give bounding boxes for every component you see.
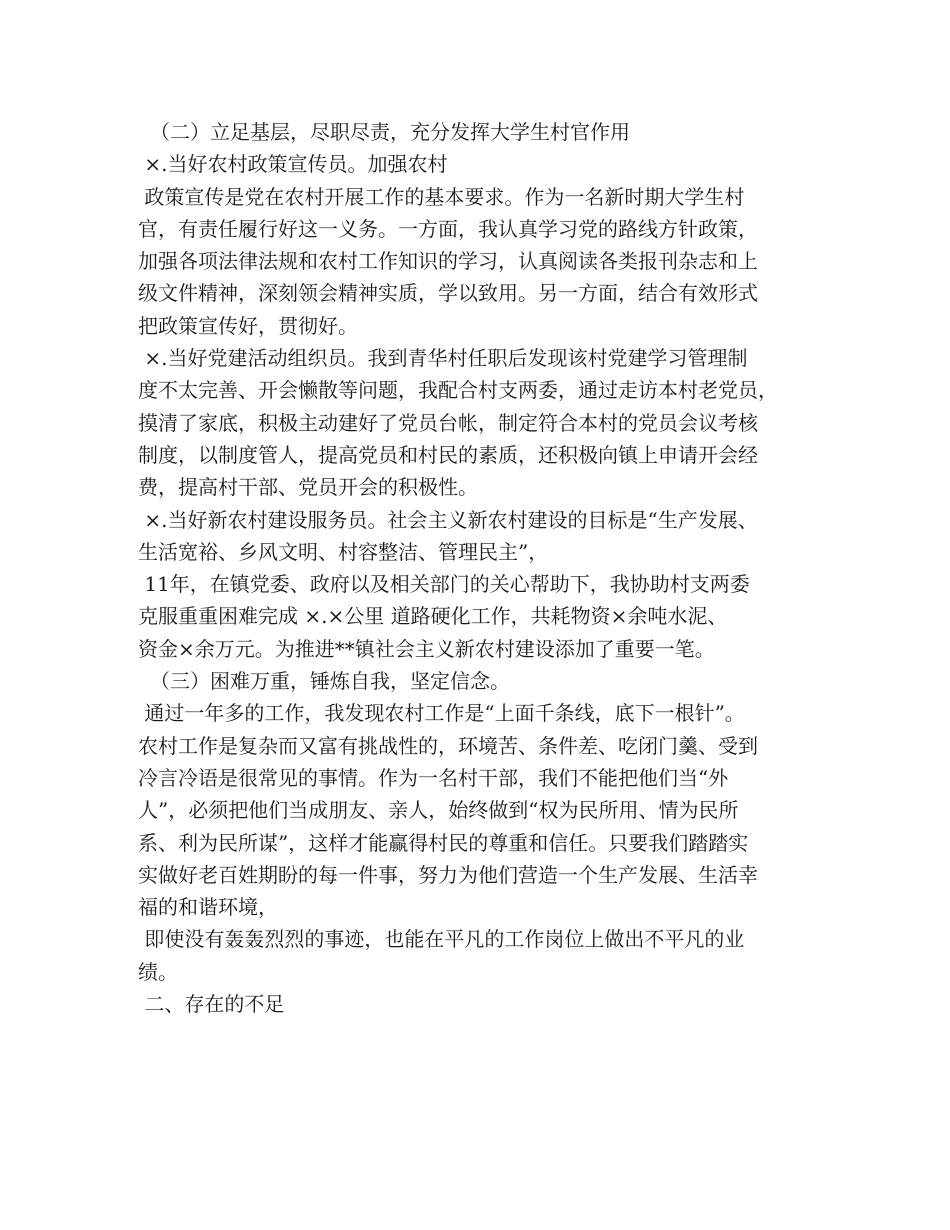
- text-line: 绩。: [138, 959, 178, 984]
- text-line: ×.当好新农村建设服务员。社会主义新农村建设的目标是“生产发展、: [138, 507, 758, 532]
- text-line: 11年，在镇党委、政府以及相关部门的关心帮助下，我协助村支两委: [138, 572, 750, 597]
- document-body: [138, 116, 838, 1020]
- text-line: 人”，必须把他们当成朋友、亲人，始终做到“权为民所用、情为民所: [138, 798, 739, 823]
- text-line: 度不太完善、开会懒散等问题，我配合村支两委，通过走访本村老党员，: [138, 378, 778, 403]
- text-line: 克服重重困难完成 ×.×公里 道路硬化工作，共耗物资×余吨水泥、: [138, 604, 728, 629]
- text-line: ×.当好党建活动组织员。我到青华村任职后发现该村党建学习管理制: [138, 346, 748, 371]
- text-line: 通过一年多的工作，我发现农村工作是“上面千条线，底下一根针”。: [138, 701, 745, 726]
- heading-line-section-2: （二）立足基层，尽职尽责，充分发挥大学生村官作用: [150, 120, 630, 144]
- text-line: 费，提高村干部、党员开会的积极性。: [138, 475, 478, 500]
- text-line: ×.当好农村政策宣传员。加强农村: [138, 152, 448, 177]
- heading-line-section-3: （三）困难万重，锤炼自我，坚定信念。: [150, 669, 510, 694]
- text-line: 系、利为民所谋”，这样才能赢得村民的尊重和信任。只要我们踏踏实: [138, 830, 749, 855]
- text-line: 福的和谐环境，: [138, 895, 278, 920]
- text-line: 摸清了家底，积极主动建好了党员台帐，制定符合本村的党员会议考核: [138, 410, 758, 435]
- text-line: 资金×余万元。为推进**镇社会主义新农村建设添加了重要一笔。: [138, 636, 715, 661]
- text-line: 实做好老百姓期盼的每一件事，努力为他们营造一个生产发展、生活幸: [138, 862, 758, 887]
- text-line: 级文件精神，深刻领会精神实质，学以致用。另一方面，结合有效形式: [138, 281, 758, 306]
- heading-line-deficiencies: 二、存在的不足: [138, 992, 285, 1017]
- text-line: 生活宽裕、乡风文明、村容整洁、管理民主”，: [138, 539, 549, 564]
- text-line: 把政策宣传好，贯彻好。: [138, 313, 358, 338]
- text-line: 农村工作是复杂而又富有挑战性的，环境苦、条件差、吃闭门羹、受到: [138, 733, 758, 758]
- text-line: 冷言冷语是很常见的事情。作为一名村干部，我们不能把他们当“外: [138, 765, 729, 790]
- text-line: 官，有责任履行好这一义务。一方面，我认真学习党的路线方针政策，: [138, 216, 758, 241]
- text-line: 加强各项法律法规和农村工作知识的学习，认真阅读各类报刊杂志和上: [138, 249, 758, 274]
- text-line: 政策宣传是党在农村开展工作的基本要求。作为一名新时期大学生村: [138, 184, 745, 209]
- text-line: 制度，以制度管人，提高党员和村民的素质，还积极向镇上申请开会经: [138, 442, 758, 467]
- text-line: 即使没有轰轰烈烈的事迹，也能在平凡的工作岗位上做出不平凡的业: [138, 927, 745, 952]
